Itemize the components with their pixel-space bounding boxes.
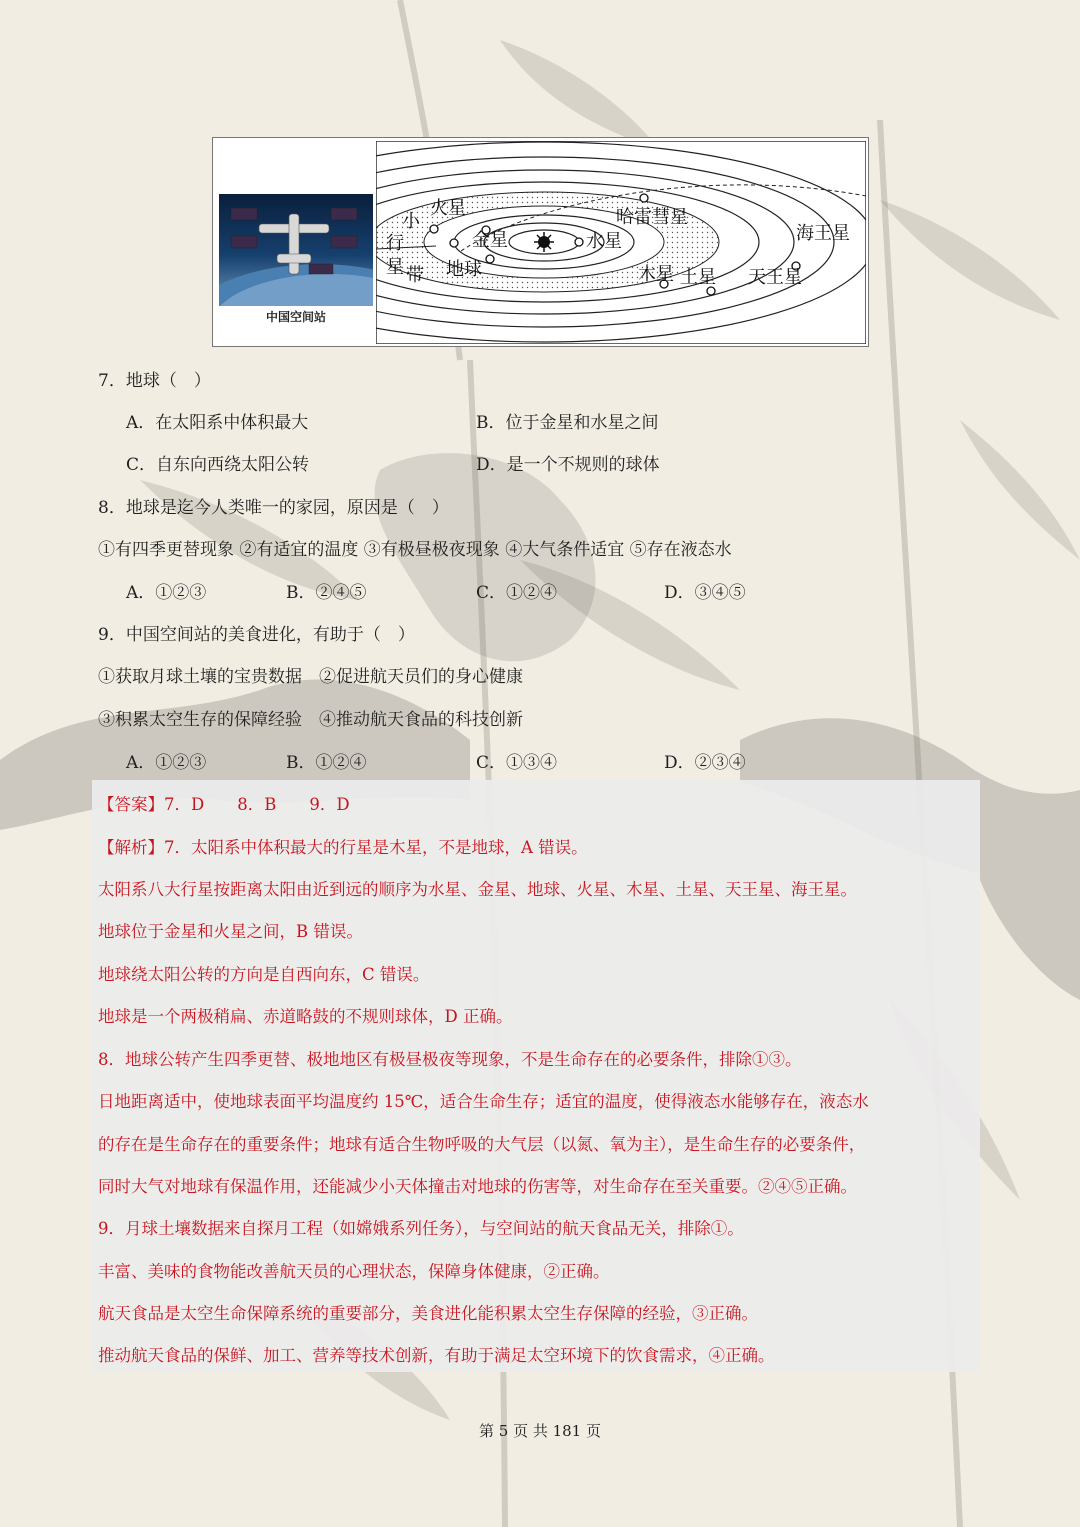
analysis-line-7: 日地距离适中，使地球表面平均温度约 15℃，适合生命生存；适宜的温度，使得液态水能够存在，液态水 [98,1092,869,1111]
analysis-text-1: 7．太阳系中体积最大的行星是木星，不是地球，A 错误。 [164,838,588,857]
answer-tag: 【答案】 [98,795,164,814]
q8-option-a: A．①②③ [126,583,207,603]
q8-items: ①有四季更替现象 ②有适宜的温度 ③有极昼极夜现象 ④大气条件适宜 ⑤存在液态水 [98,540,732,560]
solar-system-figure [212,137,869,347]
q8-option-b: B．②④⑤ [286,583,367,603]
label-mars: 火星 [430,198,466,219]
page-footer: 第 5 页 共 181 页 [478,1422,601,1440]
solar-system-diagram [376,141,866,344]
q7-option-c: C．自东向西绕太阳公转 [126,455,310,475]
label-jupiter: 木星 [638,264,674,285]
label-halley-comet: 哈雷彗星 [616,207,688,228]
analysis-line-5: 地球是一个两极稍扁、赤道略鼓的不规则球体，D 正确。 [98,1007,513,1026]
analysis-line-6: 8．地球公转产生四季更替、极地地区有极昼极夜等现象，不是生命存在的必要条件，排除①③。 [98,1050,802,1069]
label-uranus: 天王星 [748,267,802,288]
analysis-line-11: 丰富、美味的食物能改善航天员的心理状态，保障身体健康，②正确。 [98,1262,610,1281]
analysis-line-1 [98,834,588,858]
label-venus: 金星 [472,230,508,251]
q9-option-c: C．①③④ [476,753,558,773]
analysis-line-12: 航天食品是太空生命保障系统的重要部分，美食进化能积累太空生存保障的经验，③正确。 [98,1304,758,1323]
answer-text: 7．D 8．B 9．D [164,795,350,814]
q9-items-2: ③积累太空生存的保障经验 ④推动航天食品的科技创新 [98,710,523,730]
q7-option-d: D．是一个不规则的球体 [476,455,660,475]
label-asteroid-belt-1: 小 [402,211,420,232]
label-asteroid-belt-3: 星 [386,257,404,278]
station-caption: 中国空间站 [265,310,326,324]
label-asteroid-belt-4: 带 [406,265,424,286]
q9-stem: 9．中国空间站的美食进化，有助于（ ） [98,625,415,645]
analysis-line-13: 推动航天食品的保鲜、加工、营养等技术创新，有助于满足太空环境下的饮食需求，④正确。 [98,1346,775,1365]
label-asteroid-belt-2: 行 [386,233,404,254]
space-station-photo [219,194,373,306]
label-mercury: 水星 [586,231,622,252]
analysis-tag: 【解析】 [98,838,164,857]
q7-option-b: B．位于金星和水星之间 [476,413,659,433]
analysis-line-8: 的存在是生命存在的重要条件；地球有适合生物呼吸的大气层（以氮、氧为主），是生命生存的必要条件， [98,1135,866,1154]
analysis-line-10: 9．月球土壤数据来自探月工程（如嫦娥系列任务），与空间站的航天食品无关，排除①。 [98,1219,744,1238]
q8-stem: 8．地球是迄今人类唯一的家园，原因是（ ） [98,498,449,518]
analysis-line-3: 地球位于金星和火星之间，B 错误。 [98,922,363,941]
label-earth: 地球 [446,259,482,280]
q9-option-b: B．①②④ [286,753,367,773]
label-neptune: 海王星 [796,223,850,244]
answer-analysis-panel [92,780,980,1372]
q8-option-c: C．①②④ [476,583,558,603]
analysis-line-4: 地球绕太阳公转的方向是自西向东，C 错误。 [98,965,430,984]
q9-items-1: ①获取月球土壤的宝贵数据 ②促进航天员们的身心健康 [98,667,523,687]
q7-stem: 7．地球（ ） [98,371,211,391]
q7-option-a: A．在太阳系中体积最大 [126,413,309,433]
q9-option-d: D．②③④ [664,753,746,773]
label-saturn: 土星 [680,267,716,288]
analysis-line-9: 同时大气对地球有保温作用，还能减少小天体撞击对地球的伤害等，对生命存在至关重要。②④⑤正确。 [98,1177,857,1196]
analysis-line-2: 太阳系八大行星按距离太阳由近到远的顺序为水星、金星、地球、火星、木星、土星、天王星、海王星。 [98,880,857,899]
q9-option-a: A．①②③ [126,753,207,773]
q8-option-d: D．③④⑤ [664,583,746,603]
answer-line [98,791,350,815]
